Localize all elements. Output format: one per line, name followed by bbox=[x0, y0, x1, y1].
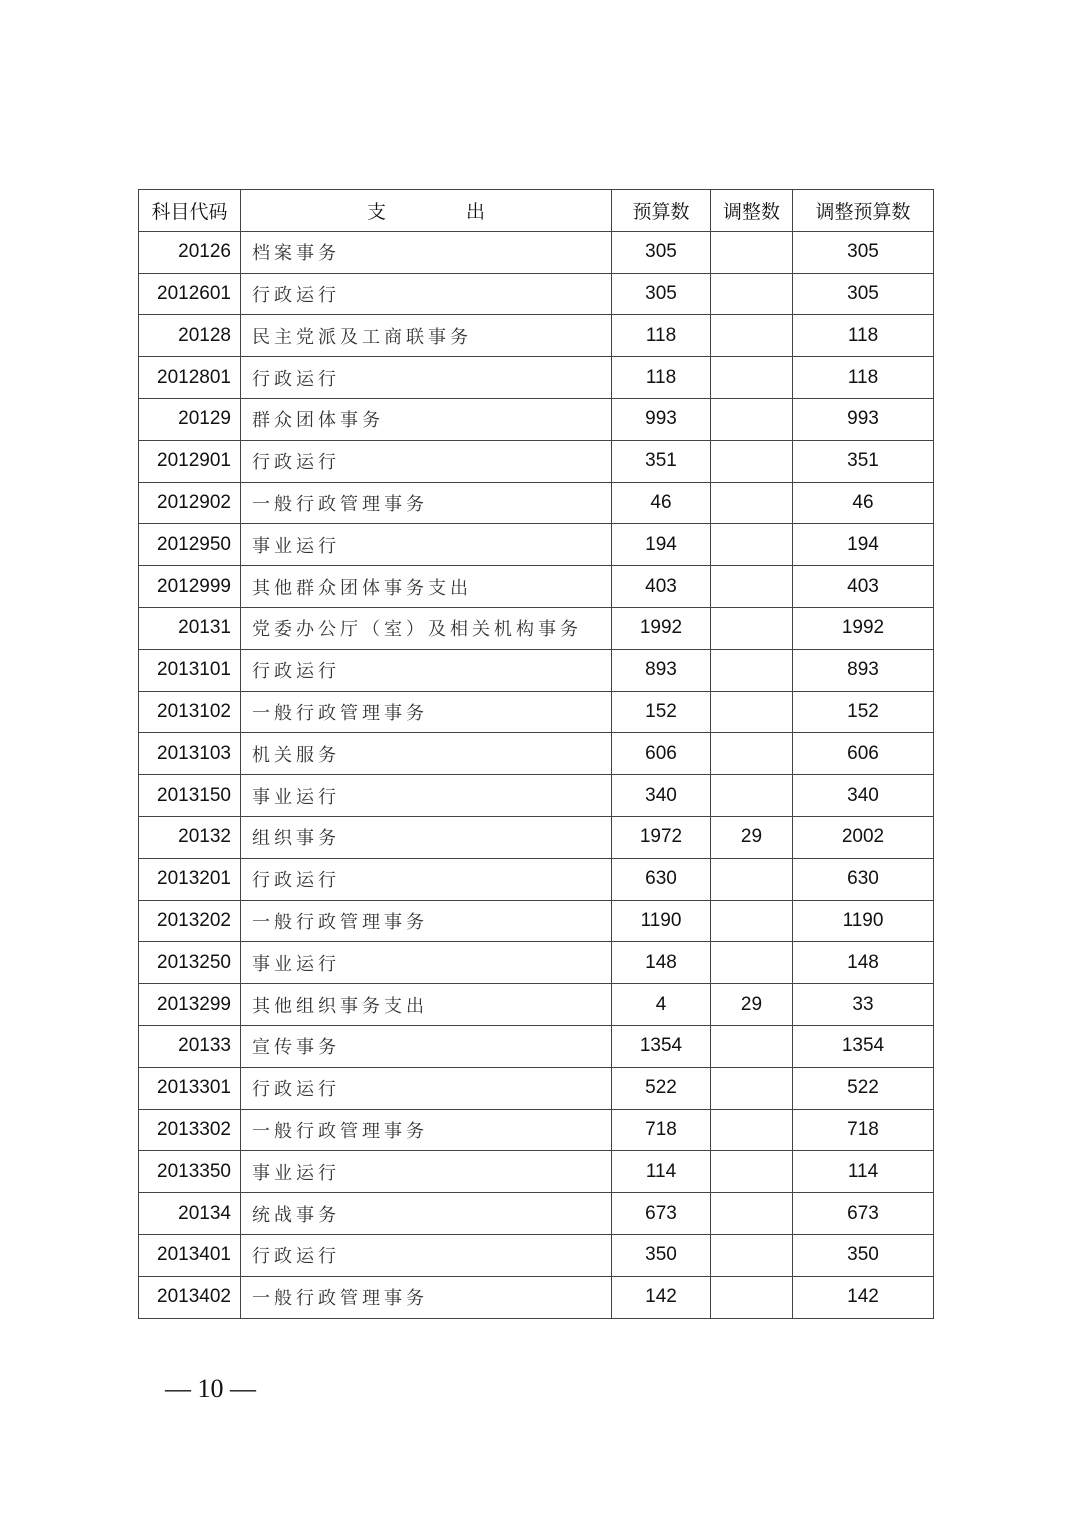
cell-code: 20126 bbox=[139, 231, 241, 273]
cell-expense: 事业运行 bbox=[241, 1151, 612, 1193]
cell-code: 20132 bbox=[139, 816, 241, 858]
table-row bbox=[139, 691, 934, 733]
cell-expense: 事业运行 bbox=[241, 524, 612, 566]
cell-budget: 1190 bbox=[612, 900, 711, 942]
cell-expense: 统战事务 bbox=[241, 1193, 612, 1235]
cell-expense: 宣传事务 bbox=[241, 1025, 612, 1067]
cell-code: 2013401 bbox=[139, 1234, 241, 1276]
cell-expense: 行政运行 bbox=[241, 858, 612, 900]
table-row bbox=[139, 1151, 934, 1193]
table-row bbox=[139, 1234, 934, 1276]
cell-budget: 403 bbox=[612, 566, 711, 608]
table-row bbox=[139, 1276, 934, 1318]
cell-code: 2013299 bbox=[139, 984, 241, 1026]
cell-budget: 148 bbox=[612, 942, 711, 984]
cell-adjustment bbox=[711, 733, 793, 775]
cell-adjustment bbox=[711, 440, 793, 482]
cell-expense: 行政运行 bbox=[241, 1234, 612, 1276]
table-row bbox=[139, 1067, 934, 1109]
cell-adjusted-budget: 305 bbox=[793, 231, 934, 273]
cell-expense: 行政运行 bbox=[241, 273, 612, 315]
table-row bbox=[139, 733, 934, 775]
cell-budget: 1972 bbox=[612, 816, 711, 858]
cell-adjustment: 29 bbox=[711, 984, 793, 1026]
cell-adjusted-budget: 993 bbox=[793, 398, 934, 440]
header-code: 科目代码 bbox=[139, 190, 241, 232]
cell-adjusted-budget: 194 bbox=[793, 524, 934, 566]
cell-expense: 其他组织事务支出 bbox=[241, 984, 612, 1026]
budget-table bbox=[138, 189, 934, 1319]
cell-adjusted-budget: 118 bbox=[793, 315, 934, 357]
cell-expense: 行政运行 bbox=[241, 440, 612, 482]
cell-expense: 一般行政管理事务 bbox=[241, 691, 612, 733]
table-row bbox=[139, 315, 934, 357]
cell-adjusted-budget: 46 bbox=[793, 482, 934, 524]
table-row bbox=[139, 1193, 934, 1235]
cell-adjusted-budget: 630 bbox=[793, 858, 934, 900]
header-row bbox=[139, 190, 934, 232]
cell-code: 2013301 bbox=[139, 1067, 241, 1109]
cell-code: 2013350 bbox=[139, 1151, 241, 1193]
table-row bbox=[139, 900, 934, 942]
cell-adjusted-budget: 893 bbox=[793, 649, 934, 691]
cell-expense: 其他群众团体事务支出 bbox=[241, 566, 612, 608]
cell-expense: 一般行政管理事务 bbox=[241, 900, 612, 942]
table-row bbox=[139, 816, 934, 858]
table-row bbox=[139, 984, 934, 1026]
table-row bbox=[139, 440, 934, 482]
header-expense: 支出 bbox=[241, 190, 612, 232]
cell-adjustment bbox=[711, 775, 793, 817]
table-row bbox=[139, 607, 934, 649]
cell-budget: 522 bbox=[612, 1067, 711, 1109]
cell-adjusted-budget: 522 bbox=[793, 1067, 934, 1109]
cell-adjustment: 29 bbox=[711, 816, 793, 858]
cell-adjustment bbox=[711, 315, 793, 357]
cell-code: 20134 bbox=[139, 1193, 241, 1235]
cell-code: 2013103 bbox=[139, 733, 241, 775]
cell-budget: 606 bbox=[612, 733, 711, 775]
cell-budget: 142 bbox=[612, 1276, 711, 1318]
header-adjustment: 调整数 bbox=[711, 190, 793, 232]
cell-code: 2013150 bbox=[139, 775, 241, 817]
table-row bbox=[139, 398, 934, 440]
header-adjusted-budget: 调整预算数 bbox=[793, 190, 934, 232]
cell-budget: 993 bbox=[612, 398, 711, 440]
cell-adjusted-budget: 340 bbox=[793, 775, 934, 817]
cell-code: 2013302 bbox=[139, 1109, 241, 1151]
cell-adjustment bbox=[711, 1234, 793, 1276]
cell-expense: 组织事务 bbox=[241, 816, 612, 858]
cell-code: 2013402 bbox=[139, 1276, 241, 1318]
cell-code: 20128 bbox=[139, 315, 241, 357]
table-row bbox=[139, 942, 934, 984]
cell-code: 2013102 bbox=[139, 691, 241, 733]
cell-adjusted-budget: 403 bbox=[793, 566, 934, 608]
cell-expense: 行政运行 bbox=[241, 1067, 612, 1109]
table-row bbox=[139, 231, 934, 273]
cell-adjustment bbox=[711, 858, 793, 900]
cell-adjusted-budget: 2002 bbox=[793, 816, 934, 858]
table-row bbox=[139, 566, 934, 608]
cell-code: 2013201 bbox=[139, 858, 241, 900]
cell-code: 2013202 bbox=[139, 900, 241, 942]
cell-adjusted-budget: 350 bbox=[793, 1234, 934, 1276]
cell-budget: 340 bbox=[612, 775, 711, 817]
cell-adjusted-budget: 606 bbox=[793, 733, 934, 775]
cell-budget: 305 bbox=[612, 273, 711, 315]
cell-adjustment bbox=[711, 649, 793, 691]
cell-budget: 114 bbox=[612, 1151, 711, 1193]
cell-budget: 1354 bbox=[612, 1025, 711, 1067]
cell-expense: 党委办公厅（室）及相关机构事务 bbox=[241, 607, 612, 649]
cell-adjustment bbox=[711, 1276, 793, 1318]
cell-expense: 事业运行 bbox=[241, 775, 612, 817]
cell-adjusted-budget: 148 bbox=[793, 942, 934, 984]
cell-adjusted-budget: 305 bbox=[793, 273, 934, 315]
cell-budget: 893 bbox=[612, 649, 711, 691]
cell-budget: 305 bbox=[612, 231, 711, 273]
cell-expense: 一般行政管理事务 bbox=[241, 1109, 612, 1151]
cell-adjusted-budget: 673 bbox=[793, 1193, 934, 1235]
cell-code: 2013101 bbox=[139, 649, 241, 691]
table-row bbox=[139, 273, 934, 315]
cell-code: 2012601 bbox=[139, 273, 241, 315]
cell-expense: 民主党派及工商联事务 bbox=[241, 315, 612, 357]
cell-adjustment bbox=[711, 1151, 793, 1193]
cell-adjustment bbox=[711, 524, 793, 566]
cell-adjusted-budget: 1354 bbox=[793, 1025, 934, 1067]
cell-adjustment bbox=[711, 1193, 793, 1235]
cell-adjusted-budget: 114 bbox=[793, 1151, 934, 1193]
cell-code: 2012950 bbox=[139, 524, 241, 566]
table-row bbox=[139, 775, 934, 817]
cell-code: 2012801 bbox=[139, 357, 241, 399]
cell-adjusted-budget: 33 bbox=[793, 984, 934, 1026]
cell-adjusted-budget: 351 bbox=[793, 440, 934, 482]
cell-expense: 群众团体事务 bbox=[241, 398, 612, 440]
cell-expense: 档案事务 bbox=[241, 231, 612, 273]
cell-adjustment bbox=[711, 900, 793, 942]
cell-budget: 118 bbox=[612, 315, 711, 357]
cell-adjustment bbox=[711, 482, 793, 524]
cell-budget: 1992 bbox=[612, 607, 711, 649]
header-budget: 预算数 bbox=[612, 190, 711, 232]
cell-adjustment bbox=[711, 273, 793, 315]
cell-budget: 152 bbox=[612, 691, 711, 733]
cell-adjusted-budget: 152 bbox=[793, 691, 934, 733]
cell-expense: 机关服务 bbox=[241, 733, 612, 775]
table-row bbox=[139, 1109, 934, 1151]
cell-budget: 4 bbox=[612, 984, 711, 1026]
cell-code: 20129 bbox=[139, 398, 241, 440]
table-row bbox=[139, 1025, 934, 1067]
cell-budget: 673 bbox=[612, 1193, 711, 1235]
cell-adjustment bbox=[711, 566, 793, 608]
cell-adjustment bbox=[711, 1025, 793, 1067]
cell-code: 20133 bbox=[139, 1025, 241, 1067]
table-row bbox=[139, 649, 934, 691]
cell-budget: 46 bbox=[612, 482, 711, 524]
cell-expense: 一般行政管理事务 bbox=[241, 1276, 612, 1318]
cell-budget: 350 bbox=[612, 1234, 711, 1276]
cell-code: 2012999 bbox=[139, 566, 241, 608]
cell-adjusted-budget: 1190 bbox=[793, 900, 934, 942]
cell-adjusted-budget: 142 bbox=[793, 1276, 934, 1318]
cell-expense: 事业运行 bbox=[241, 942, 612, 984]
table-row bbox=[139, 357, 934, 399]
cell-adjustment bbox=[711, 1067, 793, 1109]
cell-adjusted-budget: 1992 bbox=[793, 607, 934, 649]
cell-adjusted-budget: 118 bbox=[793, 357, 934, 399]
cell-adjustment bbox=[711, 607, 793, 649]
page-number: — 10 — bbox=[165, 1374, 256, 1403]
cell-adjustment bbox=[711, 691, 793, 733]
cell-code: 2012902 bbox=[139, 482, 241, 524]
cell-expense: 一般行政管理事务 bbox=[241, 482, 612, 524]
cell-budget: 118 bbox=[612, 357, 711, 399]
table-row bbox=[139, 858, 934, 900]
table-row bbox=[139, 524, 934, 566]
cell-adjustment bbox=[711, 398, 793, 440]
cell-budget: 718 bbox=[612, 1109, 711, 1151]
cell-adjustment bbox=[711, 1109, 793, 1151]
cell-adjusted-budget: 718 bbox=[793, 1109, 934, 1151]
cell-expense: 行政运行 bbox=[241, 649, 612, 691]
cell-code: 20131 bbox=[139, 607, 241, 649]
cell-adjustment bbox=[711, 357, 793, 399]
cell-code: 2012901 bbox=[139, 440, 241, 482]
cell-budget: 630 bbox=[612, 858, 711, 900]
cell-expense: 行政运行 bbox=[241, 357, 612, 399]
table-row bbox=[139, 482, 934, 524]
cell-budget: 194 bbox=[612, 524, 711, 566]
cell-code: 2013250 bbox=[139, 942, 241, 984]
cell-adjustment bbox=[711, 942, 793, 984]
cell-budget: 351 bbox=[612, 440, 711, 482]
cell-adjustment bbox=[711, 231, 793, 273]
